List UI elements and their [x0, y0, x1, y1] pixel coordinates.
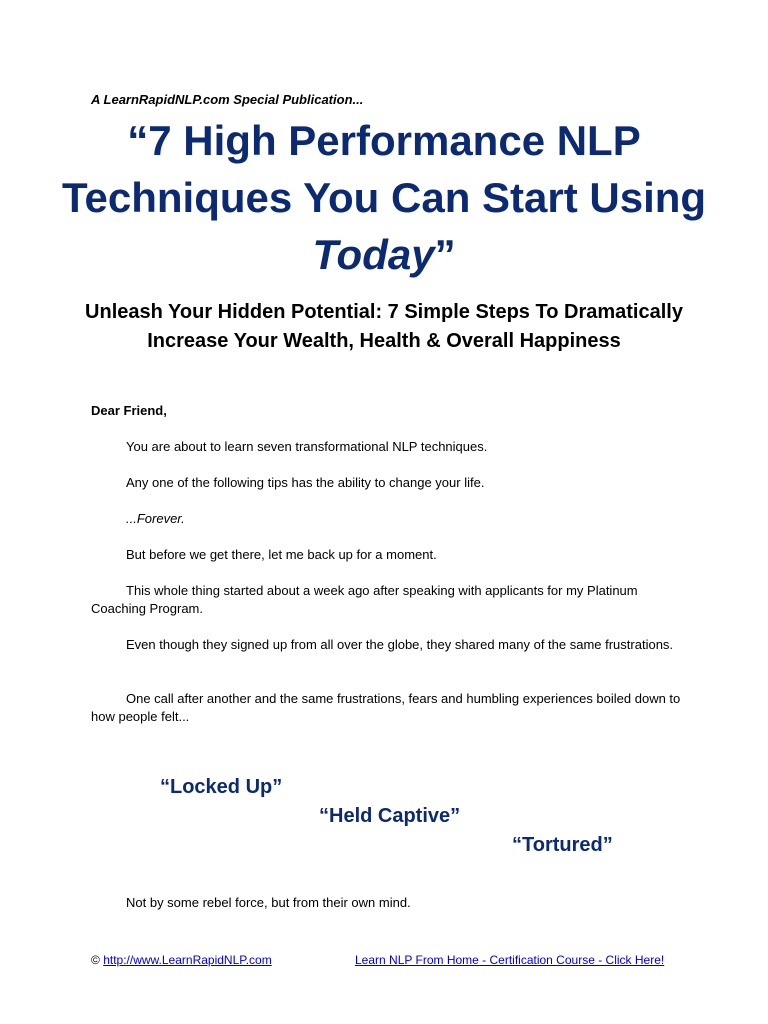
main-title-text: “7 High Performance NLP Techniques You Can Start Using: [61, 117, 707, 221]
publication-kicker: A LearnRapidNLP.com Special Publication...: [91, 92, 364, 107]
letter-paragraph-2: Any one of the following tips has the ability to change your life.: [126, 475, 485, 490]
main-title-emphasis: Today: [312, 231, 435, 278]
main-title-close-quote: ”: [434, 231, 456, 278]
main-title: [30, 112, 738, 283]
letter-paragraph-7: One call after another and the same frustrations, fears and humbling experiences boiled down to how people felt...: [91, 691, 681, 724]
letter-greeting: Dear Friend,: [91, 403, 167, 418]
letter-paragraph-4: But before we get there, let me back up for a moment.: [126, 547, 437, 562]
quote-tortured: “Tortured”: [512, 834, 613, 856]
footer-left: [91, 953, 272, 967]
quote-locked-up: “Locked Up”: [160, 776, 283, 798]
letter-paragraph-5: This whole thing started about a week ago after speaking with applicants for my Platinum Coaching Program.: [91, 583, 638, 616]
subtitle: Unleash Your Hidden Potential: 7 Simple Steps To Dramatically Increase Your Wealth, Health & Overall Happiness: [85, 301, 683, 352]
letter-paragraph-3: ...Forever.: [126, 511, 185, 526]
copyright-symbol: ©: [91, 953, 100, 967]
letter-paragraph-8: Not by some rebel force, but from their own mind.: [126, 895, 411, 910]
site-link[interactable]: http://www.LearnRapidNLP.com: [103, 953, 272, 967]
quote-held-captive: “Held Captive”: [319, 805, 461, 827]
letter-paragraph-6: Even though they signed up from all over the globe, they shared many of the same frustrations.: [126, 637, 674, 652]
footer-right: [355, 953, 664, 967]
letter-paragraph-1: You are about to learn seven transformational NLP techniques.: [126, 439, 488, 454]
course-link[interactable]: Learn NLP From Home - Certification Course - Click Here!: [355, 953, 665, 967]
